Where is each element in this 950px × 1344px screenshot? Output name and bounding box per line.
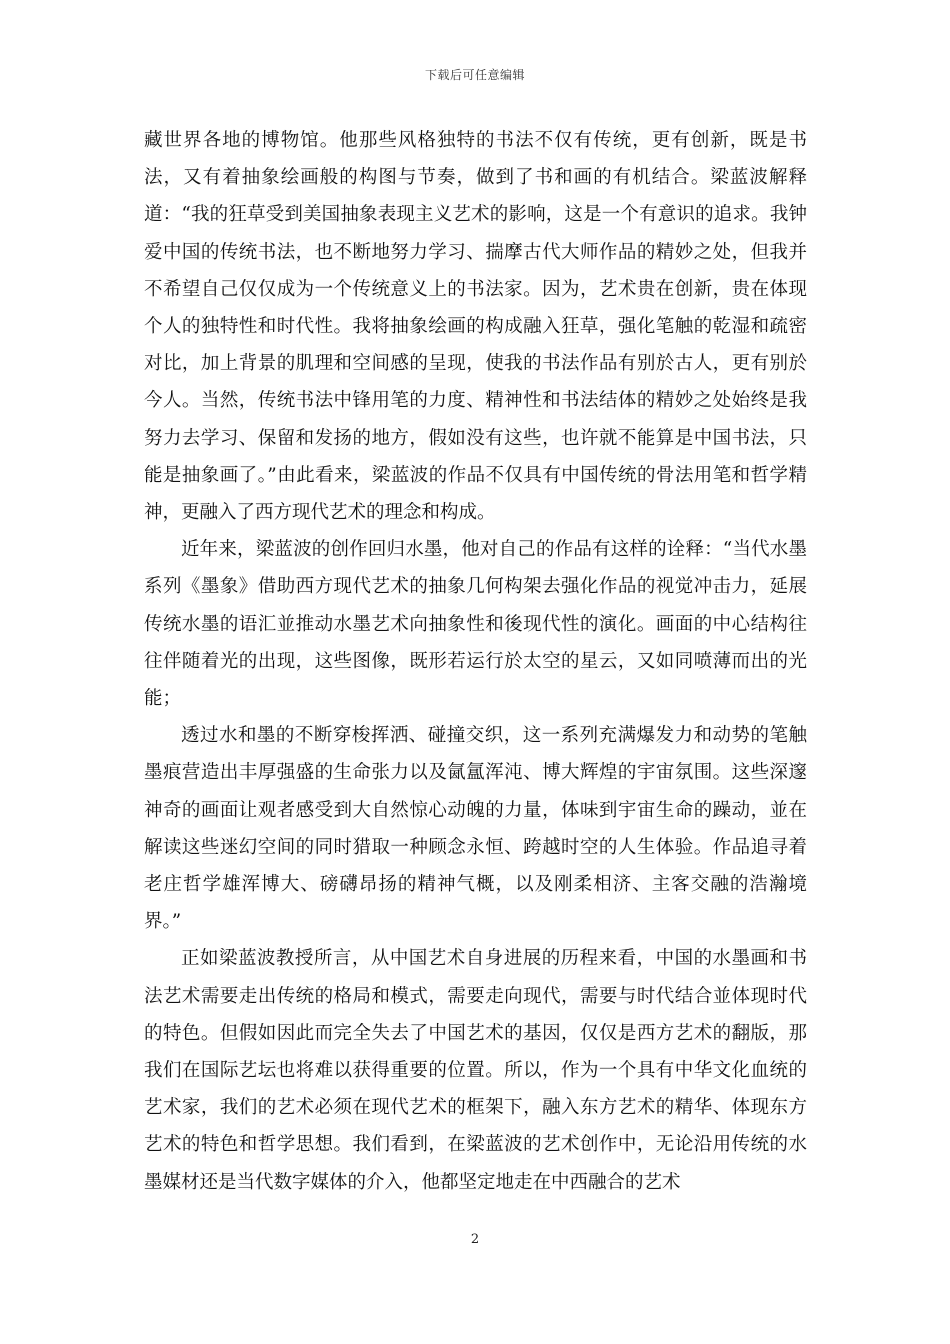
page-header: 下载后可任意编辑 [424, 68, 525, 82]
document-body [144, 122, 807, 1201]
paragraph-1: 藏世界各地的博物馆。他那些风格独特的书法不仅有传统，更有创新，既是书法，又有着抽象绘画般的构图与节奏，做到了书和画的有机结合。梁蓝波解释道：“我的狂草受到美国抽象表现主义艺术的影响，这是一个有意识的追求。我钟爱中国的传统书法，也不断地努力学习、揣摩古代大师作品的精妙之处，但我并不希望自己仅仅成为一个传统意义上的书法家。因为，艺术贵在创新，贵在体现个人的独特性和时代性。我将抽象绘画的构成融入狂草，强化笔触的乾湿和疏密对比，加上背景的肌理和空间感的呈现，使我的书法作品有别於古人，更有别於今人。当然，传统书法中锋用笔的力度、精神性和书法结体的精妙之处始终是我努力去学习、保留和发扬的地方，假如没有这些，也许就不能算是中国书法，只能是抽象画了。”由此看来，梁蓝波的作品不仅具有中国传统的骨法用笔和哲学精神，更融入了西方现代艺术的理念和构成。 [144, 130, 807, 524]
paragraph-3: 透过水和墨的不断穿梭挥洒、碰撞交织，这一系列充满爆发力和动势的笔触墨痕营造出丰厚强盛的生命张力以及氤氲浑沌、博大辉煌的宇宙氛围。这些深邃神奇的画面让观者感受到大自然惊心动魄的力量，体味到宇宙生命的躁动，並在解读这些迷幻空间的同时猎取一种顾念永恒、跨越时空的人生体验。作品追寻着老庄哲学雄浑博大、磅礴昂扬的精神气概，以及刚柔相济、主客交融的浩瀚境界。” [144, 725, 807, 933]
paragraph-4: 正如梁蓝波教授所言，从中国艺术自身进展的历程来看，中国的水墨画和书法艺术需要走出传统的格局和模式，需要走向现代，需要与时代结合並体现时代的特色。但假如因此而完全失去了中国艺术的基因，仅仅是西方艺术的翻版，那我们在国际艺坛也将难以获得重要的位置。所以，作为一个具有中华文化血统的艺术家，我们的艺术必须在现代艺术的框架下，融入东方艺术的精华、体现东方艺术的特色和哲学思想。我们看到，在梁蓝波的艺术创作中，无论沿用传统的水墨媒材还是当代数字媒体的介入，他都坚定地走在中西融合的艺术 [144, 948, 807, 1193]
page-number: 2 [470, 1232, 480, 1247]
paragraph-2: 近年来，梁蓝波的创作回归水墨，他对自己的作品有这样的诠释：“当代水墨系列《墨象》借助西方现代艺术的抽象几何构架去强化作品的视觉冲击力，延展传统水墨的语汇並推动水墨艺术向抽象性和後现代性的演化。画面的中心结构往往伴随着光的出现，这些图像，既形若运行於太空的星云，又如同喷薄而出的光能； [144, 539, 807, 710]
